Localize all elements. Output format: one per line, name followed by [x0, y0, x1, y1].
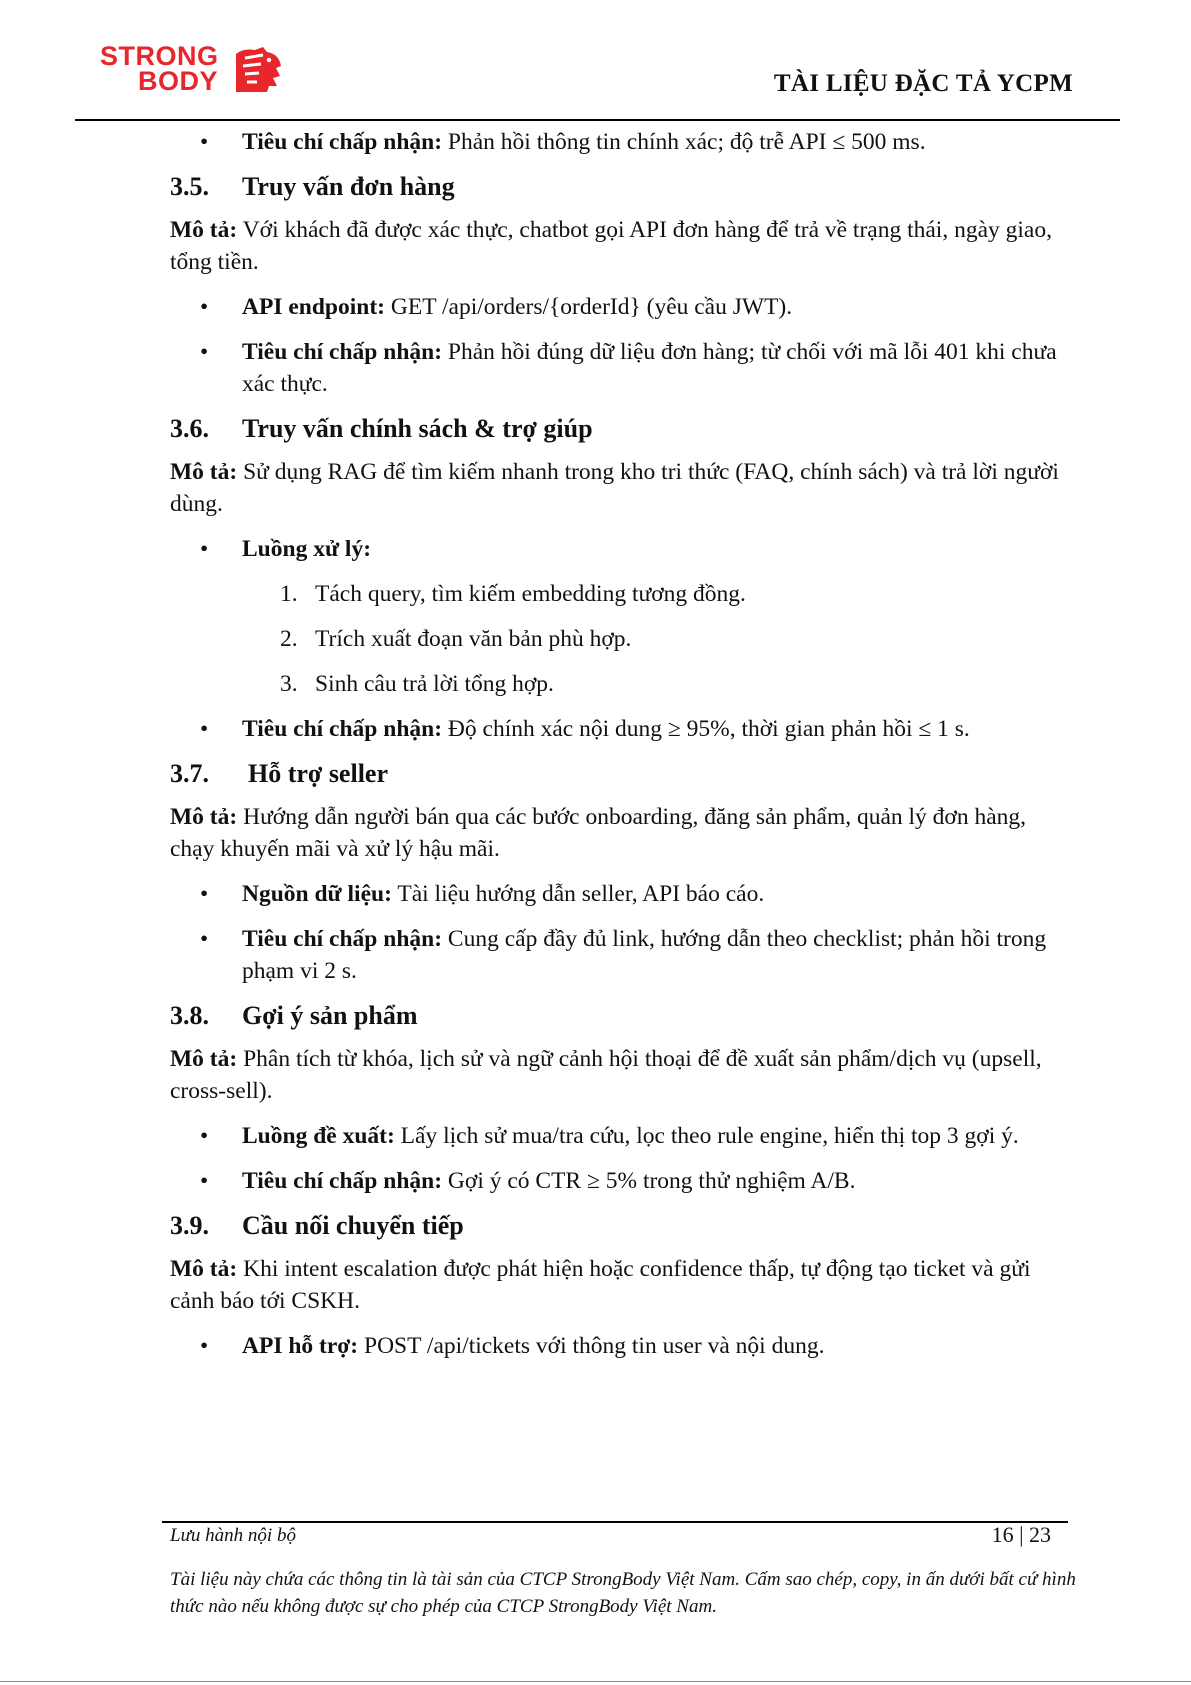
bullet-text: POST /api/tickets với thông tin user và nội dung. [358, 1333, 825, 1359]
bullet-icon: • [200, 1168, 209, 1194]
desc-label: Mô tả: [170, 459, 238, 485]
bullet-text: Gợi ý có CTR ≥ 5% trong thử nghiệm A/B. [442, 1168, 856, 1194]
item-text: Sinh câu trả lời tổng hợp. [315, 671, 554, 697]
numbered-item [170, 668, 1075, 700]
item-text: Trích xuất đoạn văn bản phù hợp. [315, 626, 632, 652]
bullet-text: GET /api/orders/{orderId} (yêu cầu JWT). [385, 294, 793, 320]
bullet-icon: • [200, 881, 209, 907]
bullet-text: Cung cấp đầy đủ link, hướng dẫn theo checklist; phản hồi trong phạm vi 2 s. [242, 926, 1047, 984]
section-description [170, 1043, 1075, 1107]
company-logo [100, 41, 290, 96]
section-description [170, 456, 1075, 520]
section-number: 3.9. [170, 1211, 209, 1240]
section-number: 3.7. [170, 759, 209, 788]
numbered-item [170, 578, 1075, 610]
bullet-icon: • [200, 1123, 209, 1149]
list-item [170, 923, 1075, 987]
bullet-icon: • [200, 926, 209, 952]
item-number: 3. [280, 671, 298, 697]
numbered-item [170, 623, 1075, 655]
section-number: 3.5. [170, 172, 209, 201]
section-title: Hỗ trợ seller [248, 759, 389, 788]
logo-text-line2: BODY [138, 66, 219, 96]
list-item [170, 878, 1075, 910]
section-heading [170, 1209, 1075, 1243]
list-item [170, 336, 1075, 400]
item-number: 2. [280, 626, 298, 652]
bullet-label: Tiêu chí chấp nhận: [242, 926, 443, 952]
list-item [170, 1330, 1075, 1362]
section-number: 3.6. [170, 414, 209, 443]
section-heading [170, 999, 1075, 1033]
list-item [170, 1165, 1075, 1197]
bullet-icon: • [200, 716, 209, 742]
bullet-label: Luồng đề xuất: [242, 1123, 395, 1149]
document-title: TÀI LIỆU ĐẶC TẢ YCPM [773, 70, 1073, 97]
section-title: Gợi ý sản phẩm [242, 1001, 418, 1030]
bullet-label: Tiêu chí chấp nhận: [242, 129, 443, 155]
document-body [170, 126, 1075, 1362]
bullet-label: Luồng xử lý: [242, 536, 372, 562]
page-number: 16 | 23 [991, 1522, 1051, 1547]
bullet-label: Tiêu chí chấp nhận: [242, 716, 443, 742]
desc-label: Mô tả: [170, 804, 238, 830]
bullet-label: Tiêu chí chấp nhận: [242, 339, 443, 365]
bullet-label: Tiêu chí chấp nhận: [242, 1168, 443, 1194]
desc-label: Mô tả: [170, 1256, 238, 1282]
section-heading [170, 170, 1075, 204]
list-item [170, 713, 1075, 745]
bullet-text: Lấy lịch sử mua/tra cứu, lọc theo rule engine, hiển thị top 3 gợi ý. [394, 1123, 1019, 1149]
bullet-text: Phản hồi đúng dữ liệu đơn hàng; từ chối với mã lỗi 401 khi chưa xác thực. [242, 339, 1057, 397]
page-bottom-edge [0, 1681, 1191, 1682]
bullet-text: Độ chính xác nội dung ≥ 95%, thời gian phản hồi ≤ 1 s. [442, 716, 970, 742]
bullet-text: Tài liệu hướng dẫn seller, API báo cáo. [391, 881, 765, 907]
section-description [170, 1253, 1075, 1317]
bullet-label: API endpoint: [242, 294, 385, 320]
footer-distribution-note: Lưu hành nội bộ [170, 1525, 296, 1546]
list-item [170, 533, 1075, 565]
bullet-icon: • [200, 129, 209, 155]
section-heading [170, 757, 1075, 791]
item-text: Tách query, tìm kiếm embedding tương đồng. [315, 581, 746, 607]
bullet-label: API hỗ trợ: [242, 1333, 359, 1359]
desc-text: Khi intent escalation được phát hiện hoặc confidence thấp, tự động tạo ticket và gửi cảnh báo tới CSKH. [170, 1256, 1031, 1314]
footer-divider [162, 1521, 1068, 1523]
list-item [170, 291, 1075, 323]
lion-head-icon [233, 46, 283, 94]
desc-label: Mô tả: [170, 1046, 238, 1072]
item-number: 1. [280, 581, 298, 607]
footer-confidentiality-note: Tài liệu này chứa các thông tin là tài sản của CTCP StrongBody Việt Nam. Cấm sao chép, copy, in ấn dưới bất cứ hình thức nào nếu không được sự cho phép của CTCP StrongBody Việt Nam. [170, 1569, 1076, 1617]
bullet-label: Nguồn dữ liệu: [242, 881, 392, 907]
section-title: Cầu nối chuyển tiếp [242, 1211, 464, 1240]
desc-text: Hướng dẫn người bán qua các bước onboarding, đăng sản phẩm, quản lý đơn hàng, chạy khuyến mãi và xử lý hậu mãi. [170, 804, 1027, 862]
list-item [170, 126, 1075, 158]
header-divider [75, 119, 1120, 121]
logo-text-line1: STRONG [100, 41, 219, 71]
section-title: Truy vấn chính sách & trợ giúp [242, 414, 593, 443]
list-item [170, 1120, 1075, 1152]
desc-text: Phân tích từ khóa, lịch sử và ngữ cảnh hội thoại để đề xuất sản phẩm/dịch vụ (upsell, cross-sell). [170, 1046, 1042, 1104]
desc-text: Sử dụng RAG để tìm kiếm nhanh trong kho tri thức (FAQ, chính sách) và trả lời người dùng. [170, 459, 1059, 517]
bullet-icon: • [200, 1333, 209, 1359]
bullet-text: Phản hồi thông tin chính xác; độ trễ API ≤ 500 ms. [442, 129, 926, 155]
desc-label: Mô tả: [170, 217, 238, 243]
bullet-icon: • [200, 339, 209, 365]
section-number: 3.8. [170, 1001, 209, 1030]
desc-text: Với khách đã được xác thực, chatbot gọi API đơn hàng để trả về trạng thái, ngày giao, tổng tiền. [170, 217, 1052, 275]
section-description [170, 801, 1075, 865]
bullet-icon: • [200, 536, 209, 562]
section-title: Truy vấn đơn hàng [242, 172, 455, 201]
section-heading [170, 412, 1075, 446]
section-description [170, 214, 1075, 278]
bullet-icon: • [200, 294, 209, 320]
